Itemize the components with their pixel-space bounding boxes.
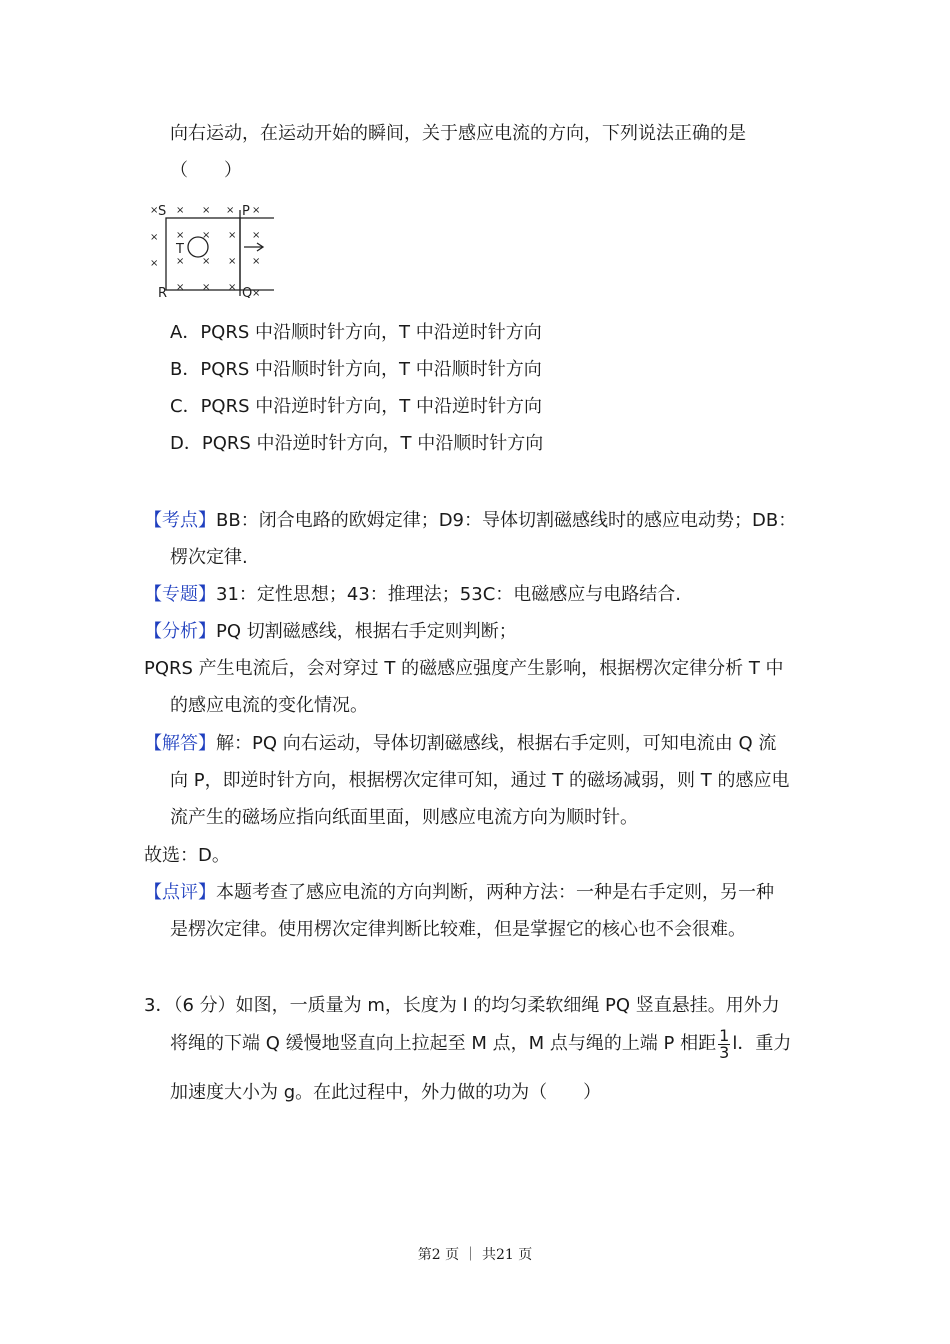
- field-x-mark: ×: [252, 230, 261, 241]
- dianping-tag: 【点评】: [144, 882, 216, 903]
- kaodian-tag: 【考点】: [144, 510, 216, 531]
- field-x-mark: ×: [226, 205, 235, 216]
- fenxi-line3: 的感应电流的变化情况。: [170, 695, 368, 716]
- fenxi-text: PQ 切割磁感线，根据右手定则判断；: [216, 621, 517, 642]
- fraction-one-third: [718, 1025, 730, 1062]
- fenxi-tag: 【分析】: [144, 621, 216, 642]
- kaodian-line1: [144, 510, 796, 532]
- answer-line: 故选：D。: [144, 845, 230, 866]
- field-x-mark: ×: [176, 256, 185, 267]
- field-x-mark: ×: [150, 205, 159, 216]
- fraction-numerator: 1: [719, 1025, 730, 1045]
- kaodian-text: BB：闭合电路的欧姆定律；D9：导体切割磁感线时的感应电动势；DB：: [216, 510, 797, 531]
- q2-stem-line2: （ ）: [170, 160, 242, 181]
- label-r: R: [158, 286, 168, 298]
- dianping-line2: 是楞次定律。使用楞次定律判断比较难，但是掌握它的核心也不会很难。: [170, 919, 746, 940]
- jieda-line3: 流产生的磁场应指向纸面里面，则感应电流方向为顺时针。: [170, 807, 638, 828]
- option-d: D．PQRS 中沿逆时针方向，T 中沿顺时针方向: [170, 433, 544, 454]
- q3-line2-pre: 将绳的下端 Q 缓慢地竖直向上拉起至 M 点，M 点与绳的上端 P 相距: [170, 1033, 717, 1054]
- field-x-mark: ×: [228, 282, 237, 293]
- option-b: B．PQRS 中沿顺时针方向，T 中沿顺时针方向: [170, 359, 542, 380]
- jieda-line2: 向 P，即逆时针方向，根据楞次定律可知，通过 T 的磁场减弱，则 T 的感应电: [170, 770, 790, 791]
- q2-stem-line1: 向右运动，在运动开始的瞬间，关于感应电流的方向，下列说法正确的是: [170, 123, 746, 144]
- field-x-mark: ×: [176, 282, 185, 293]
- jieda-text: 解：PQ 向右运动，导体切割磁感线，根据右手定则，可知电流由 Q 流: [216, 733, 777, 754]
- field-x-mark: ×: [202, 205, 211, 216]
- page-footer: 第2 页 ｜ 共21 页: [417, 1247, 533, 1263]
- kaodian-line2: 楞次定律.: [170, 547, 248, 568]
- zhuanti-text: 31：定性思想；43：推理法；53C：电磁感应与电路结合.: [216, 584, 682, 605]
- fenxi-line1: [144, 621, 517, 643]
- field-x-mark: ×: [252, 205, 261, 216]
- dianping-text: 本题考查了感应电流的方向判断，两种方法：一种是右手定则，另一种: [216, 882, 774, 903]
- field-x-mark: ×: [176, 205, 185, 216]
- q3-line2: [170, 1026, 791, 1062]
- label-q: Q: [242, 286, 253, 298]
- fenxi-line2: PQRS 产生电流后，会对穿过 T 的磁感应强度产生影响，根据楞次定律分析 T 中: [144, 658, 784, 679]
- field-x-mark: ×: [176, 230, 185, 241]
- q3-line1: 3．（6 分）如图，一质量为 m，长度为 l 的均匀柔软细绳 PQ 竖直悬挂。用外力: [144, 995, 780, 1016]
- field-x-mark: ×: [150, 258, 159, 269]
- jieda-line1: [144, 733, 776, 755]
- option-c: C．PQRS 中沿逆时针方向，T 中沿逆时针方向: [170, 396, 542, 417]
- zhuanti-line: [144, 584, 681, 606]
- field-x-mark: ×: [150, 232, 159, 243]
- field-x-mark: ×: [202, 282, 211, 293]
- q3-line2-post: l．重力: [732, 1033, 792, 1054]
- q3-line3: 加速度大小为 g。在此过程中，外力做的功为（ ）: [170, 1082, 602, 1103]
- zhuanti-tag: 【专题】: [144, 584, 216, 605]
- field-x-mark: ×: [252, 288, 261, 298]
- label-p: P: [242, 204, 250, 219]
- field-x-mark: ×: [228, 256, 237, 267]
- field-x-mark: ×: [228, 230, 237, 241]
- label-t: T: [176, 242, 184, 257]
- circuit-figure: [148, 202, 276, 298]
- field-x-mark: ×: [252, 256, 261, 267]
- field-x-mark: ×: [202, 256, 211, 267]
- fraction-denominator: 3: [719, 1042, 730, 1062]
- dianping-line1: [144, 882, 774, 904]
- jieda-tag: 【解答】: [144, 733, 216, 754]
- option-a: A．PQRS 中沿顺时针方向，T 中沿逆时针方向: [170, 322, 542, 343]
- label-s: S: [158, 204, 167, 219]
- field-x-mark: ×: [202, 230, 211, 241]
